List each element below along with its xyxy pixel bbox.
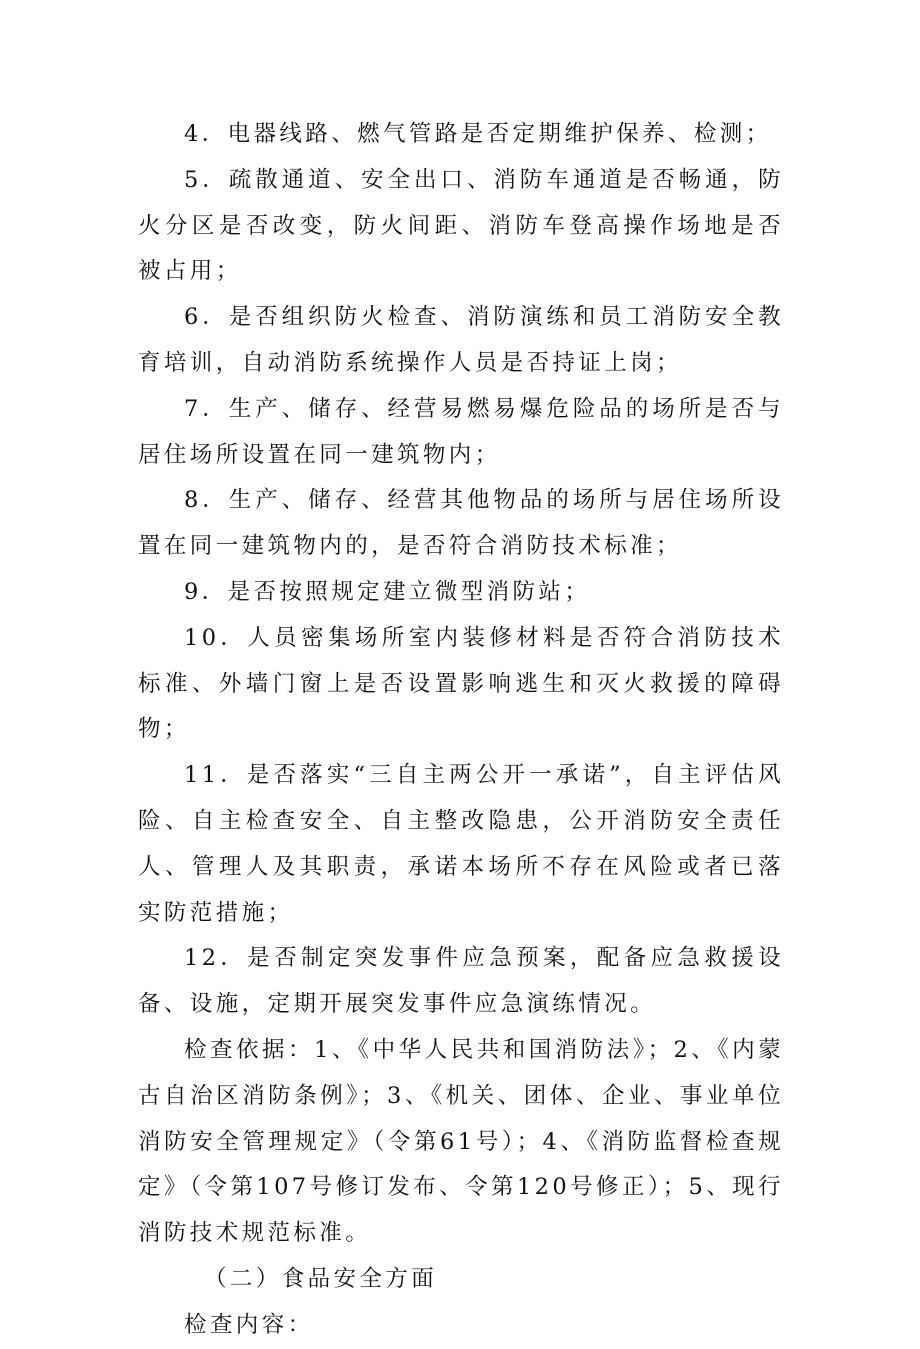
item-11-paragraph: 11．是否落实“三自主两公开一承诺”，自主评估风险、自主检查安全、自主整改隐患，公开消防安全责任人、管理人及其职责，承诺本场所不存在风险或者已落实防范措施； [138, 762, 784, 926]
item-6-paragraph: 6．是否组织防火检查、消防演练和员工消防安全教育培训，自动消防系统操作人员是否持证上岗； [138, 304, 784, 376]
item-7-paragraph: 7．生产、储存、经营易燃易爆危险品的场所是否与居住场所设置在同一建筑物内； [138, 395, 784, 468]
item-5-paragraph: 5．疏散通道、安全出口、消防车通道是否畅通，防火分区是否改变，防火间距、消防车登高操作场地是否被占用； [138, 166, 784, 285]
section-heading-food-safety: （二）食品安全方面 [204, 1265, 438, 1292]
item-12-paragraph: 12．是否制定突发事件应急预案，配备应急救援设备、设施，定期开展突发事件应急演练情况。 [138, 945, 784, 1018]
item-8-paragraph: 8．生产、储存、经营其他物品的场所与居住场所设置在同一建筑物内的，是否符合消防技术标准； [138, 487, 784, 560]
document-body [138, 112, 784, 1349]
item-10-paragraph: 10．人员密集场所室内装修材料是否符合消防技术标准、外墙门窗上是否设置影响逃生和灭火救援的障碍物； [138, 624, 784, 743]
item-9-paragraph: 9．是否按照规定建立微型消防站； [184, 578, 591, 605]
inspection-content-label: 检查内容： [184, 1311, 314, 1338]
item-4-paragraph: 4．电器线路、燃气管路是否定期维护保养、检测； [184, 121, 772, 147]
inspection-basis-paragraph: 检查依据：1、《中华人民共和国消防法》；2、《内蒙古自治区消防条例》；3、《机关、团体、企业、事业单位消防安全管理规定》（令第61号）；4、《消防监督检查规定》（令第107号修订发布、令第120号修正）；5、现行消防技术规范标准。 [138, 1036, 784, 1247]
